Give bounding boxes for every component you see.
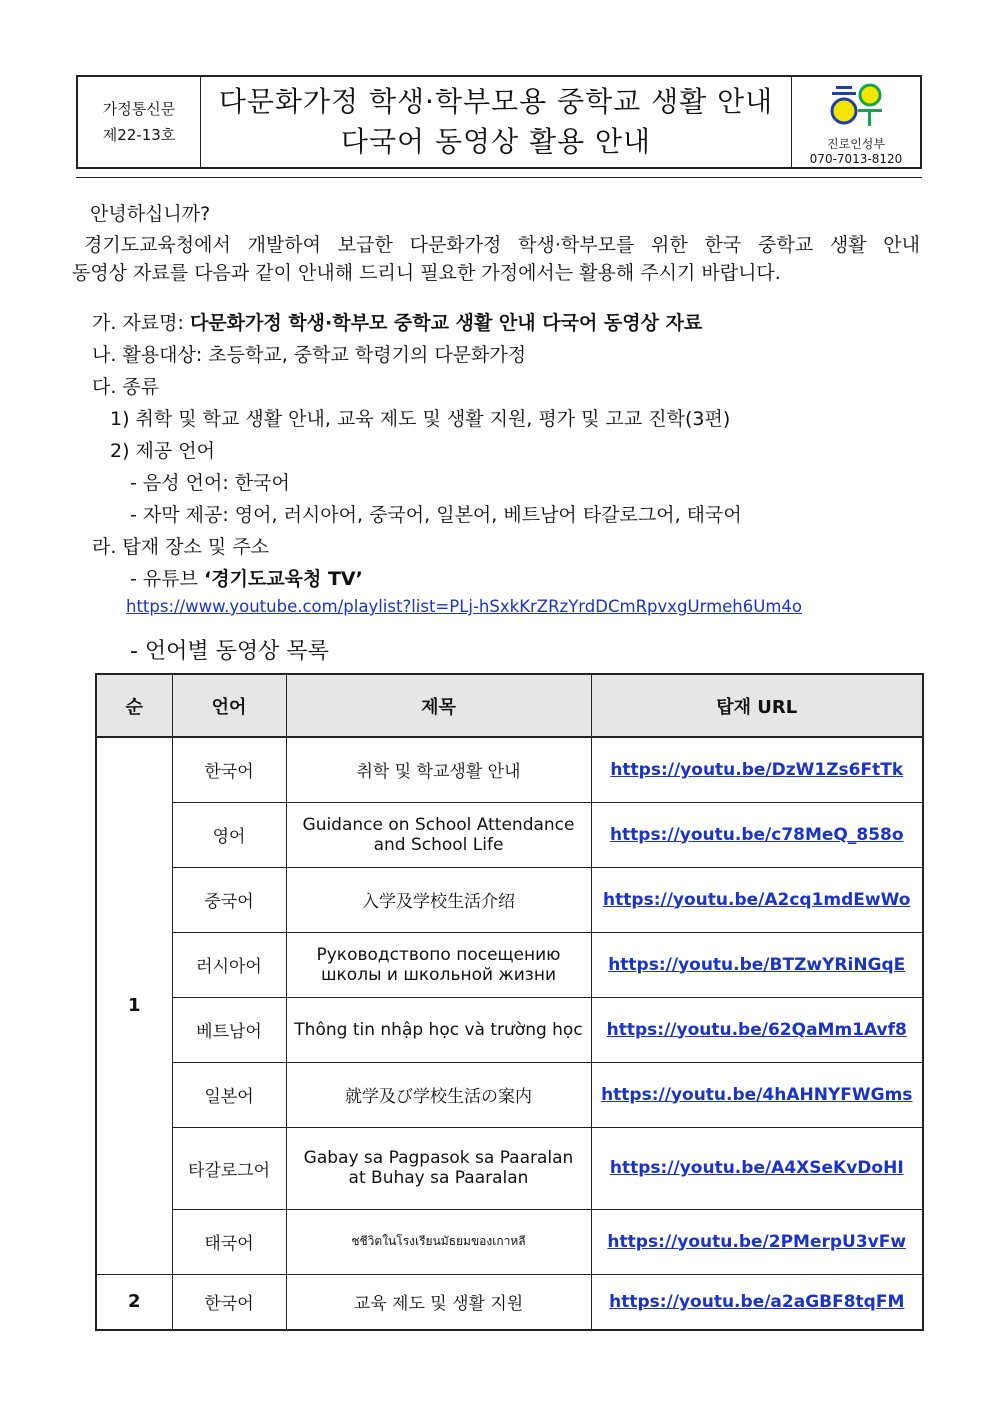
item-a [92, 308, 702, 335]
notice-number: 제22-13호 [102, 126, 176, 144]
language-cell: 러시아어 [172, 932, 286, 997]
item-b: 나. 활용대상: 초등학교, 중학교 학령기의 다문화가정 [92, 344, 527, 366]
table-row [96, 1062, 923, 1127]
col-header-url: 탑재 URL [591, 674, 923, 737]
item-d1 [130, 564, 363, 591]
table-row [96, 1127, 923, 1209]
title-cell: Gabay sa Pagpasok sa Paaralan at Buhay sa Paaralan [286, 1127, 591, 1209]
title-line-1: 다문화가정 학생·학부모용 중학교 생활 안내 [218, 85, 774, 118]
video-link[interactable]: https://youtu.be/2PMerpU3vFw [607, 1231, 907, 1252]
title-cell: Thông tin nhập học và trường học [286, 997, 591, 1062]
url-cell [591, 932, 923, 997]
language-cell: 한국어 [172, 1274, 286, 1330]
language-cell: 일본어 [172, 1062, 286, 1127]
url-cell [591, 802, 923, 867]
list-heading: - 언어별 동영상 목록 [130, 639, 329, 664]
table-header-row [96, 674, 923, 737]
intro-line-1: 경기도교육청에서 개발하여 보급한 다문화가정 학생·학부모를 위한 한국 중학교 생활 안내 [84, 234, 920, 256]
greeting: 안녕하십니까? [90, 203, 211, 225]
video-link[interactable]: https://youtu.be/DzW1Zs6FtTk [610, 759, 904, 780]
group-number: 1 [96, 737, 172, 1274]
notice-id-cell [78, 77, 201, 167]
youtube-channel-name: ‘경기도교육청 TV’ [204, 568, 363, 590]
table-row [96, 997, 923, 1062]
school-logo-icon [830, 83, 886, 133]
url-cell [591, 1274, 923, 1330]
language-cell: 영어 [172, 802, 286, 867]
table-row [96, 802, 923, 867]
url-cell [591, 997, 923, 1062]
divider [76, 177, 922, 178]
item-c2a: - 음성 언어: 한국어 [130, 472, 290, 494]
title-cell: Руководствопо посещению школы и школьной жизни [286, 932, 591, 997]
page-title [201, 77, 791, 167]
video-table [95, 673, 924, 1331]
table-row [96, 737, 923, 802]
title-line-2: 다국어 동영상 활용 안내 [340, 125, 652, 158]
item-a-label: 가. 자료명: [92, 312, 190, 334]
video-link[interactable]: https://youtu.be/A2cq1mdEwWo [603, 889, 911, 910]
title-cell: ชชีวิตในโรงเรียนมัธยมของเกาหลี [286, 1209, 591, 1274]
playlist-link[interactable]: https://www.youtube.com/playlist?list=PLj-hSxkKrZRzYrdDCmRpvxgUrmeh6Um4o [126, 597, 803, 616]
video-link[interactable]: https://youtu.be/A4XSeKvDoHI [609, 1158, 904, 1178]
url-cell [591, 737, 923, 802]
language-cell: 베트남어 [172, 997, 286, 1062]
group-number: 2 [96, 1274, 172, 1330]
item-c2: 2) 제공 언어 [110, 440, 215, 462]
col-header-title: 제목 [286, 674, 591, 737]
title-cell: 취학 및 학교생활 안내 [286, 737, 591, 802]
language-cell: 타갈로그어 [172, 1127, 286, 1209]
notice-header [76, 75, 922, 169]
language-cell: 한국어 [172, 737, 286, 802]
url-cell [591, 1209, 923, 1274]
title-cell: Guidance on School Attendance and School Life [286, 802, 591, 867]
school-logo-cell [791, 77, 920, 167]
item-d: 라. 탑재 장소 및 주소 [92, 536, 270, 558]
table-row [96, 1209, 923, 1274]
table-row [96, 867, 923, 932]
table-row [96, 1274, 923, 1330]
intro-line-2: 동영상 자료를 다음과 같이 안내해 드리니 필요한 가정에서는 활용해 주시기 바랍니다. [72, 262, 781, 284]
item-a-value: 다문화가정 학생·학부모 중학교 생활 안내 다국어 동영상 자료 [189, 312, 703, 334]
title-cell: 교육 제도 및 생활 지원 [286, 1274, 591, 1330]
department-phone: 070-7013-8120 [809, 152, 903, 166]
video-link[interactable]: https://youtu.be/BTZwYRiNGqE [608, 954, 906, 975]
col-header-number: 순 [96, 674, 172, 737]
title-cell: 入学及学校生活介绍 [286, 867, 591, 932]
url-cell [591, 1127, 923, 1209]
language-cell: 태국어 [172, 1209, 286, 1274]
item-d1-prefix: - 유튜브 [130, 568, 204, 590]
notice-type: 가정통신문 [102, 100, 176, 118]
url-cell [591, 867, 923, 932]
url-cell [591, 1062, 923, 1127]
video-link[interactable]: https://youtu.be/a2aGBF8tqFM [609, 1291, 905, 1312]
item-c1: 1) 취학 및 학교 생활 안내, 교육 제도 및 생활 지원, 평가 및 고교 진학(3편) [110, 408, 731, 430]
col-header-language: 언어 [172, 674, 286, 737]
video-link[interactable]: https://youtu.be/c78MeQ_858o [609, 824, 904, 845]
video-link[interactable]: https://youtu.be/62QaMm1Avf8 [606, 1019, 907, 1040]
table-row [96, 932, 923, 997]
title-cell: 就学及び学校生活の案内 [286, 1062, 591, 1127]
item-c2b: - 자막 제공: 영어, 러시아어, 중국어, 일본어, 베트남어 타갈로그어, 태국어 [130, 504, 742, 526]
department-name: 진로인성부 [827, 137, 885, 151]
language-cell: 중국어 [172, 867, 286, 932]
item-c: 다. 종류 [92, 376, 160, 398]
video-link[interactable]: https://youtu.be/4hAHNYFWGms [601, 1084, 913, 1105]
